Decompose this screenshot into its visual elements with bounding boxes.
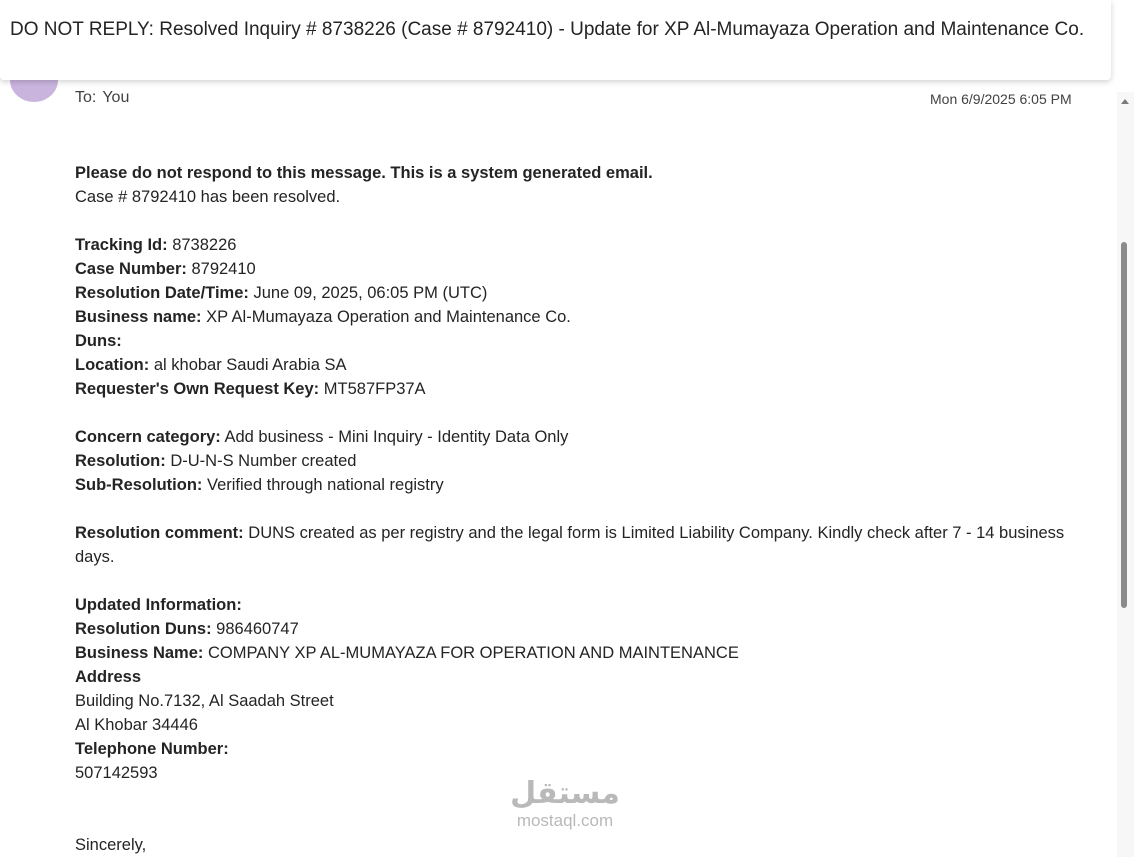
sub-resolution-row: Sub-Resolution: Verified through national registry xyxy=(75,476,444,494)
email-date: Mon 6/9/2025 6:05 PM xyxy=(930,91,1072,107)
telephone-value: 507142593 xyxy=(75,764,158,782)
request-key-row: Requester's Own Request Key: MT587FP37A xyxy=(75,380,426,398)
email-body xyxy=(75,161,1085,857)
business-name-row: Business name: XP Al-Mumayaza Operation and Maintenance Co. xyxy=(75,308,571,326)
closing-text: Sincerely, xyxy=(75,836,147,854)
scroll-up-arrow-icon[interactable] xyxy=(1121,99,1129,104)
email-subject: DO NOT REPLY: Resolved Inquiry # 8738226 (Case # 8792410) - Update for XP Al-Mumayaza Operation and Maintenance Co. xyxy=(10,19,1085,40)
tracking-id-row: Tracking Id: 8738226 xyxy=(75,236,237,254)
address-heading: Address xyxy=(75,668,142,686)
watermark-site: mostaql.com xyxy=(516,811,614,830)
scroll-thumb[interactable] xyxy=(1121,242,1127,608)
watermark-logo: مستقل xyxy=(510,777,620,810)
to-label: To: xyxy=(75,89,97,106)
resolution-date-row: Resolution Date/Time: June 09, 2025, 06:05 PM (UTC) xyxy=(75,284,488,302)
location-row: Location: al khobar Saudi Arabia SA xyxy=(75,356,347,374)
address-line-1: Building No.7132, Al Saadah Street xyxy=(75,692,334,710)
address-line-2: Al Khobar 34446 xyxy=(75,716,198,734)
resolution-comment-row: Resolution comment: DUNS created as per registry and the legal form is Limited Liability Company. Kindly check after 7 - 14 business days. xyxy=(75,524,1065,566)
recipient-name[interactable]: You xyxy=(102,89,130,106)
updated-info-heading: Updated Information: xyxy=(75,596,242,614)
vertical-scrollbar[interactable] xyxy=(1117,92,1134,857)
mostaql-watermark xyxy=(495,776,635,830)
resolution-duns-row: Resolution Duns: 986460747 xyxy=(75,620,299,638)
intro-text: Case # 8792410 has been resolved. xyxy=(75,188,341,206)
business-name-updated-row: Business Name: COMPANY XP AL-MUMAYAZA FOR OPERATION AND MAINTENANCE xyxy=(75,644,739,662)
intro-notice: Please do not respond to this message. This is a system generated email. xyxy=(75,164,653,182)
telephone-heading: Telephone Number: xyxy=(75,740,229,758)
duns-row: Duns: xyxy=(75,332,122,350)
case-number-row: Case Number: 8792410 xyxy=(75,260,256,278)
subject-bar xyxy=(0,0,1111,80)
resolution-row: Resolution: D-U-N-S Number created xyxy=(75,452,357,470)
concern-category-row: Concern category: Add business - Mini Inquiry - Identity Data Only xyxy=(75,428,569,446)
recipient-line xyxy=(75,89,129,107)
